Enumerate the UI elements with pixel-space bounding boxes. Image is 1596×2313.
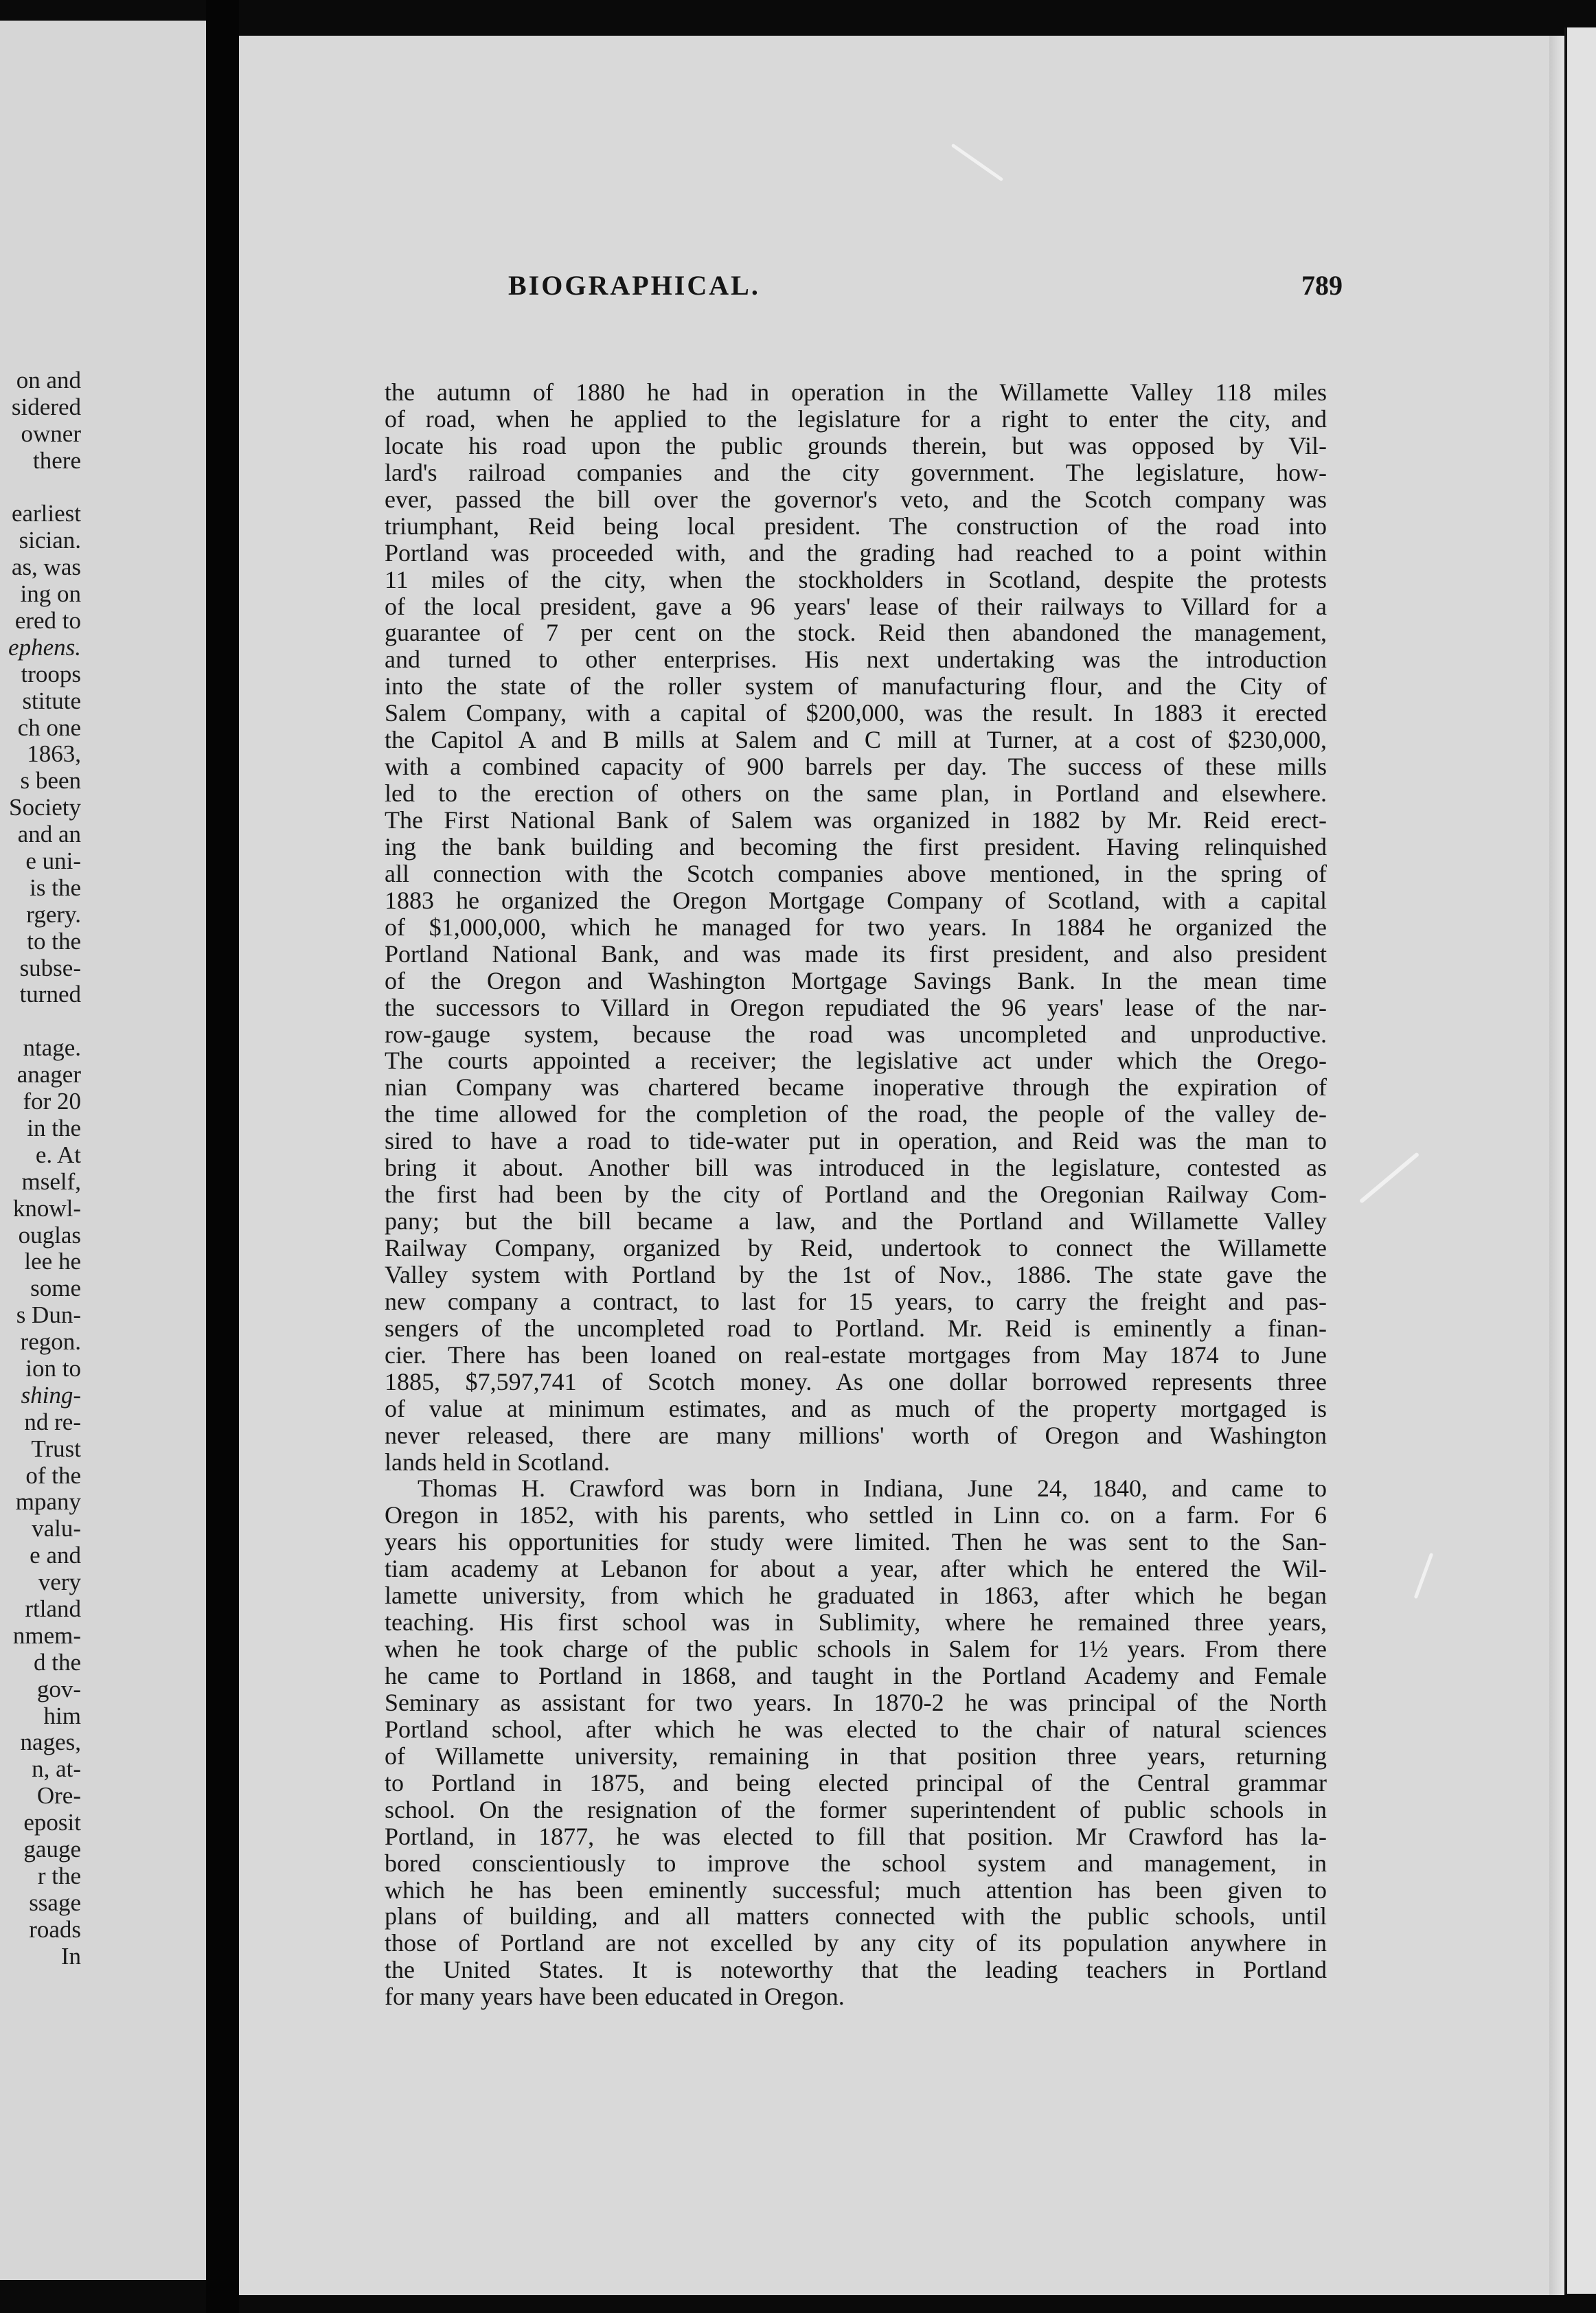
facing-page-line: sician.	[19, 527, 81, 554]
text-line: 1885, $7,597,741 of Scotch money. As one dollar borrowed represents three	[385, 1368, 1327, 1395]
facing-page-line: ion to	[25, 1355, 81, 1382]
text-line: The First National Bank of Salem was organized in 1882 by Mr. Reid erect-	[385, 807, 1327, 834]
text-line: the successors to Villard in Oregon repudiated the 96 years' lease of the nar-	[385, 994, 1327, 1021]
scan-artifact	[1414, 1553, 1434, 1599]
text-line: Valley system with Portland by the 1st of Nov., 1886. The state gave the	[385, 1261, 1327, 1288]
facing-page-line: sidered	[11, 394, 81, 420]
facing-page-line: rtland	[25, 1595, 81, 1622]
text-line: Portland was proceeded with, and the grading had reached to a point within	[385, 539, 1327, 567]
line-gap	[0, 475, 81, 501]
text-line: which he has been eminently successful; much attention has been given to	[385, 1876, 1327, 1904]
facing-page-line: in the	[27, 1115, 81, 1141]
text-line: Portland, in 1877, he was elected to fill that position. Mr Crawford has la-	[385, 1823, 1327, 1850]
text-line: of the local president, gave a 96 years' lease of their railways to Villard for a	[385, 593, 1327, 620]
facing-page-line: for 20	[23, 1089, 81, 1115]
facing-page-line: earliest	[11, 501, 81, 527]
facing-page-line: on and	[16, 367, 81, 394]
facing-page-line: Ore-	[36, 1783, 81, 1810]
facing-page-line: ouglas	[18, 1222, 81, 1249]
facing-page-line: some	[30, 1275, 81, 1302]
facing-page-line: r the	[37, 1862, 81, 1889]
text-line: bring it about. Another bill was introduced in the legislature, contested as	[385, 1154, 1327, 1182]
facing-page-line: nages,	[20, 1729, 81, 1756]
facing-page-fragment	[0, 21, 206, 2280]
facing-page-line: stitute	[22, 687, 81, 714]
text-line: lard's railroad companies and the city government. The legislature, how-	[385, 459, 1327, 486]
body-text	[385, 379, 1327, 2010]
book-gutter	[206, 0, 239, 2313]
text-line: into the state of the roller system of manufacturing flour, and the City of	[385, 673, 1327, 700]
facing-page-line: n, at-	[32, 1756, 81, 1783]
text-line: of $1,000,000, which he managed for two years. In 1884 he organized the	[385, 913, 1327, 941]
next-page-edge	[1564, 27, 1596, 2294]
text-line: Railway Company, organized by Reid, undertook to connect the Willamette	[385, 1235, 1327, 1262]
facing-page-line: and an	[17, 821, 81, 848]
scan-artifact	[1359, 1152, 1420, 1203]
text-line: for many years have been educated in Oregon.	[385, 1983, 845, 2011]
running-title: BIOGRAPHICAL.	[508, 270, 760, 301]
facing-page-text	[0, 367, 81, 1970]
text-line: of Willamette university, remaining in that position three years, returning	[385, 1742, 1327, 1770]
text-line: all connection with the Scotch companies above mentioned, in the spring of	[385, 860, 1327, 887]
facing-page-line: Trust	[31, 1435, 81, 1462]
facing-page-line: regon.	[20, 1329, 81, 1356]
text-line: sired to have a road to tide-water put in operation, and Reid was the man to	[385, 1128, 1327, 1155]
line-gap	[0, 1008, 81, 1035]
page-edge	[1549, 36, 1564, 2295]
facing-page-line: turned	[19, 981, 81, 1008]
facing-page-line: lee he	[24, 1249, 81, 1275]
text-line: Portland National Bank, and was made its first president, and also president	[385, 940, 1327, 968]
facing-page-line: Society	[9, 795, 81, 821]
text-line: years his opportunities for study were limited. Then he was sent to the San-	[385, 1529, 1327, 1556]
text-line: 11 miles of the city, when the stockholders in Scotland, despite the protests	[385, 566, 1327, 593]
text-line: the United States. It is noteworthy that the leading teachers in Portland	[385, 1957, 1327, 1984]
facing-page-line: owner	[21, 420, 81, 447]
text-line: Seminary as assistant for two years. In 1870-2 he was principal of the North	[385, 1689, 1327, 1716]
facing-page-line: 1863,	[27, 741, 81, 768]
facing-page-line: ephens.	[8, 634, 81, 661]
facing-page-line: knowl-	[12, 1195, 81, 1222]
text-line: lamette university, from which he graduated in 1863, after which he began	[385, 1582, 1327, 1610]
facing-page-line: very	[38, 1569, 81, 1596]
facing-page-line: s been	[20, 768, 81, 795]
text-line: cier. There has been loaned on real-estate mortgages from May 1874 to June	[385, 1341, 1327, 1369]
facing-page-line: roads	[29, 1916, 81, 1943]
facing-page-line: there	[33, 447, 81, 474]
facing-page-line: ch one	[17, 714, 81, 741]
facing-page-line: s Dun-	[16, 1302, 81, 1329]
facing-page-line: of the	[25, 1462, 81, 1489]
facing-page-line: d the	[33, 1649, 81, 1676]
facing-page-line: valu-	[32, 1516, 81, 1542]
text-line: Salem Company, with a capital of $200,000, was the result. In 1883 it erected	[385, 700, 1327, 727]
facing-page-line: e. At	[35, 1141, 81, 1168]
text-line: teaching. His first school was in Sublimity, where he remained three years,	[385, 1609, 1327, 1637]
text-line: nian Company was chartered became inoperative through the expiration of	[385, 1074, 1327, 1102]
facing-page-line: e uni-	[25, 848, 81, 875]
text-line: ing the bank building and becoming the first president. Having relinquished	[385, 833, 1327, 861]
text-line: to Portland in 1875, and being elected principal of the Central grammar	[385, 1769, 1327, 1797]
text-line: the Capitol A and B mills at Salem and C mill at Turner, at a cost of $230,000,	[385, 727, 1327, 754]
text-line: of the Oregon and Washington Mortgage Savings Bank. In the mean time	[385, 967, 1327, 994]
facing-page-line: to the	[27, 928, 81, 955]
text-line: triumphant, Reid being local president. The construction of the road into	[385, 512, 1327, 540]
running-head	[508, 269, 1343, 317]
text-line: those of Portland are not excelled by any city of its population anywhere in	[385, 1930, 1327, 1957]
text-line: tiam academy at Lebanon for about a year, after which he entered the Wil-	[385, 1556, 1327, 1583]
facing-page-line: nmem-	[12, 1622, 81, 1649]
text-line: the autumn of 1880 he had in operation in the Willamette Valley 118 miles	[385, 379, 1327, 406]
text-line: 1883 he organized the Oregon Mortgage Company of Scotland, with a capital	[385, 887, 1327, 914]
facing-page-line: rgery.	[26, 901, 81, 928]
text-line: the first had been by the city of Portland and the Oregonian Railway Com-	[385, 1181, 1327, 1209]
facing-page-line: as, was	[11, 554, 81, 581]
page-number: 789	[1301, 270, 1343, 301]
facing-page-line: him	[43, 1702, 81, 1729]
facing-page-line: gauge	[23, 1836, 81, 1862]
facing-page-line: ssage	[29, 1889, 81, 1916]
text-line: new company a contract, to last for 15 years, to carry the freight and pas-	[385, 1288, 1327, 1315]
facing-page-line: e and	[30, 1542, 81, 1569]
facing-page-line: anager	[16, 1062, 81, 1089]
facing-page-line: ered to	[14, 608, 81, 635]
facing-page-line: mself,	[21, 1168, 81, 1195]
text-line: with a combined capacity of 900 barrels per day. The success of these mills	[385, 753, 1327, 781]
facing-page-line: eposit	[23, 1810, 81, 1836]
text-line: sengers of the uncompleted road to Portland. Mr. Reid is eminently a finan-	[385, 1314, 1327, 1342]
facing-page-line: ntage.	[23, 1035, 81, 1062]
facing-page-line: nd re-	[24, 1409, 81, 1435]
text-line: pany; but the bill became a law, and the Portland and Willamette Valley	[385, 1208, 1327, 1235]
text-line: never released, there are many millions' worth of Oregon and Washington	[385, 1422, 1327, 1449]
text-line: row-gauge system, because the road was uncompleted and unproductive.	[385, 1021, 1327, 1048]
text-line: Portland school, after which he was elected to the chair of natural sciences	[385, 1716, 1327, 1743]
text-line: The courts appointed a receiver; the legislative act under which the Orego-	[385, 1047, 1327, 1075]
text-line: Thomas H. Crawford was born in Indiana, June 24, 1840, and came to	[418, 1475, 1327, 1503]
text-line: when he took charge of the public schools in Salem for 1½ years. From there	[385, 1636, 1327, 1663]
text-line: of value at minimum estimates, and as much of the property mortgaged is	[385, 1395, 1327, 1422]
text-line: and turned to other enterprises. His next undertaking was the introduction	[385, 646, 1327, 674]
facing-page-line: gov-	[36, 1676, 81, 1702]
text-line: led to the erection of others on the same plan, in Portland and elsewhere.	[385, 780, 1327, 807]
facing-page-line: mpany	[15, 1489, 81, 1516]
scan-artifact	[951, 144, 1004, 182]
text-line: the time allowed for the completion of the road, the people of the valley de-	[385, 1101, 1327, 1128]
facing-page-line: troops	[21, 661, 81, 687]
text-line: he came to Portland in 1868, and taught in the Portland Academy and Female	[385, 1663, 1327, 1689]
text-line: of road, when he applied to the legislature for a right to enter the city, and	[385, 405, 1327, 433]
text-line: school. On the resignation of the former superintendent of public schools in	[385, 1796, 1327, 1823]
text-line: lands held in Scotland.	[385, 1448, 610, 1476]
text-line: locate his road upon the public grounds therein, but was opposed by Vil-	[385, 432, 1327, 459]
text-line: plans of building, and all matters connected with the public schools, until	[385, 1903, 1327, 1930]
text-line: bored conscientiously to improve the school system and management, in	[385, 1849, 1327, 1877]
text-line: Oregon in 1852, with his parents, who settled in Linn co. on a farm. For 6	[385, 1502, 1327, 1529]
facing-page-line: is the	[30, 874, 81, 901]
facing-page-line: subse-	[19, 955, 81, 981]
text-line: guarantee of 7 per cent on the stock. Reid then abandoned the management,	[385, 619, 1327, 647]
facing-page-line: shing-	[21, 1382, 81, 1409]
facing-page-line: In	[60, 1943, 81, 1970]
facing-page-line: ing on	[20, 581, 81, 608]
text-line: ever, passed the bill over the governor's veto, and the Scotch company was	[385, 486, 1327, 513]
